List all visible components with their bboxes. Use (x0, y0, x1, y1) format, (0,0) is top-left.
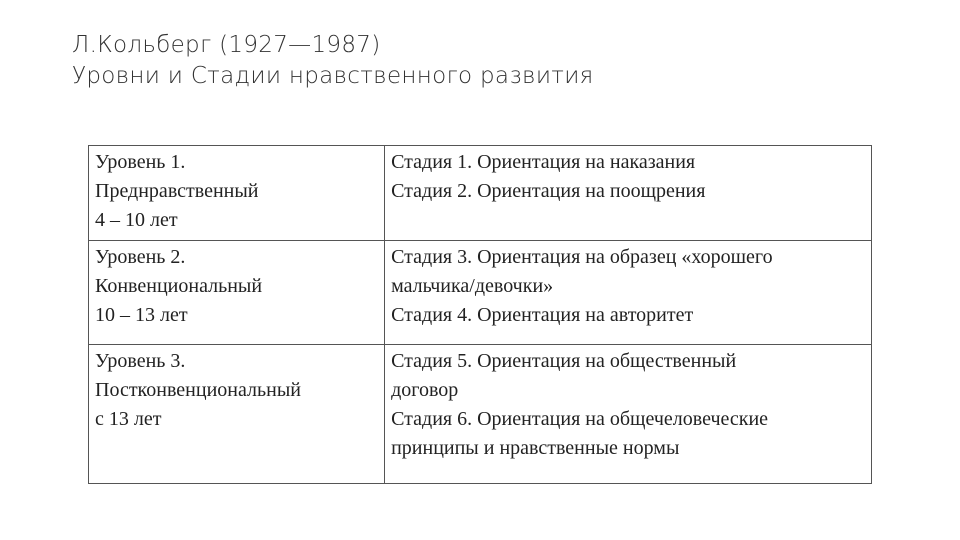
level-cell (89, 345, 385, 484)
level-title: Уровень 3. (95, 350, 186, 372)
stage-line: Стадия 4. Ориентация на авторитет (391, 304, 694, 326)
title-line-subject: Уровни и Стадии нравственного развития (72, 63, 594, 89)
stage-line: Стадия 6. Ориентация на общечеловеческие (391, 408, 769, 430)
slide-title (72, 30, 594, 92)
stage-line: Стадия 2. Ориентация на поощрения (391, 180, 706, 202)
level-name: Постконвенциональный (95, 379, 301, 401)
level-age: 4 – 10 лет (95, 209, 178, 231)
level-title: Уровень 1. (95, 151, 186, 173)
stage-line: Стадия 5. Ориентация на общественный (391, 350, 737, 372)
levels-stages-table (88, 145, 872, 484)
level-age: 10 – 13 лет (95, 304, 188, 326)
stage-line: Стадия 3. Ориентация на образец «хорошего (391, 246, 773, 268)
stages-cell (385, 241, 872, 345)
table-row (89, 146, 872, 241)
table-row (89, 241, 872, 345)
stages-cell (385, 146, 872, 241)
level-title: Уровень 2. (95, 246, 186, 268)
stage-line: принципы и нравственные нормы (391, 437, 680, 459)
stage-line: мальчика/девочки» (391, 275, 554, 297)
level-age: с 13 лет (95, 408, 162, 430)
level-name: Конвенциональный (95, 275, 263, 297)
level-cell (89, 146, 385, 241)
level-cell (89, 241, 385, 345)
stage-line: Стадия 1. Ориентация на наказания (391, 151, 696, 173)
table-row (89, 345, 872, 484)
title-line-author: Л.Кольберг (1927—1987) (72, 32, 381, 58)
stage-line: договор (391, 379, 459, 401)
level-name: Преднравственный (95, 180, 259, 202)
stages-cell (385, 345, 872, 484)
